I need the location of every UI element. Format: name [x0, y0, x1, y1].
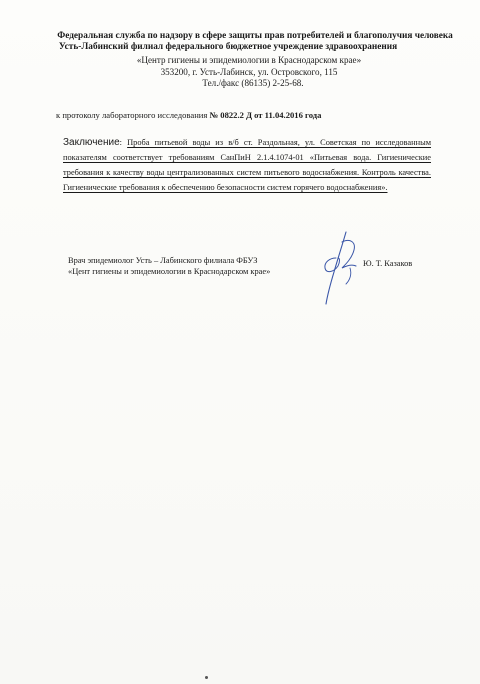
phone-fax: Тел./факс (86135) 2-25-68.: [202, 78, 304, 88]
address: 353200, г. Усть-Лабинск, ул. Островского, 115: [160, 66, 338, 77]
signer-name: Ю. Т. Казаков: [363, 259, 413, 268]
conclusion-label: Заключение: [63, 137, 120, 148]
protocol-reference: [56, 110, 321, 120]
protocol-prefix: к протоколу лабораторного исследования: [56, 110, 210, 120]
signer-title-line2: «Цент гигиены и эпидемиологии в Краснодарском крае»: [68, 267, 271, 276]
signer-position: [68, 255, 270, 277]
conclusion-colon: :: [119, 138, 128, 147]
protocol-number: № 0822.2 Д от 11.04.2016 года: [209, 110, 322, 120]
branch-title: Усть-Лабинский филиал федерального бюджетное учреждение здравоохранения: [58, 42, 398, 52]
letterhead: [0, 31, 480, 90]
conclusion-paragraph: [63, 135, 431, 195]
handwritten-signature: [316, 228, 366, 308]
conclusion-text: Проба питьевой воды из в/б ст. Раздольная, ул. Советская по исследованным показателям соответствует требованиям СанПиН 2.1.4.1074-01 «Питьевая вода. Гигиенические требования к качеству воды централизованных систем питьевого водоснабжения. Контроль качества. Гигиенические требования к обеспечению безопасности систем горячего водоснабжения».: [63, 138, 432, 192]
signer-title-line1: Врач эпидемиолог Усть – Лабинского филиала ФБУЗ: [68, 256, 258, 265]
agency-title: Федеральная служба по надзору в сфере защиты прав потребителей и благополучия человека: [57, 31, 453, 41]
center-name: «Центр гигиены и эпидемиологии в Краснодарском крае»: [136, 55, 362, 65]
scan-speck: [205, 676, 208, 679]
